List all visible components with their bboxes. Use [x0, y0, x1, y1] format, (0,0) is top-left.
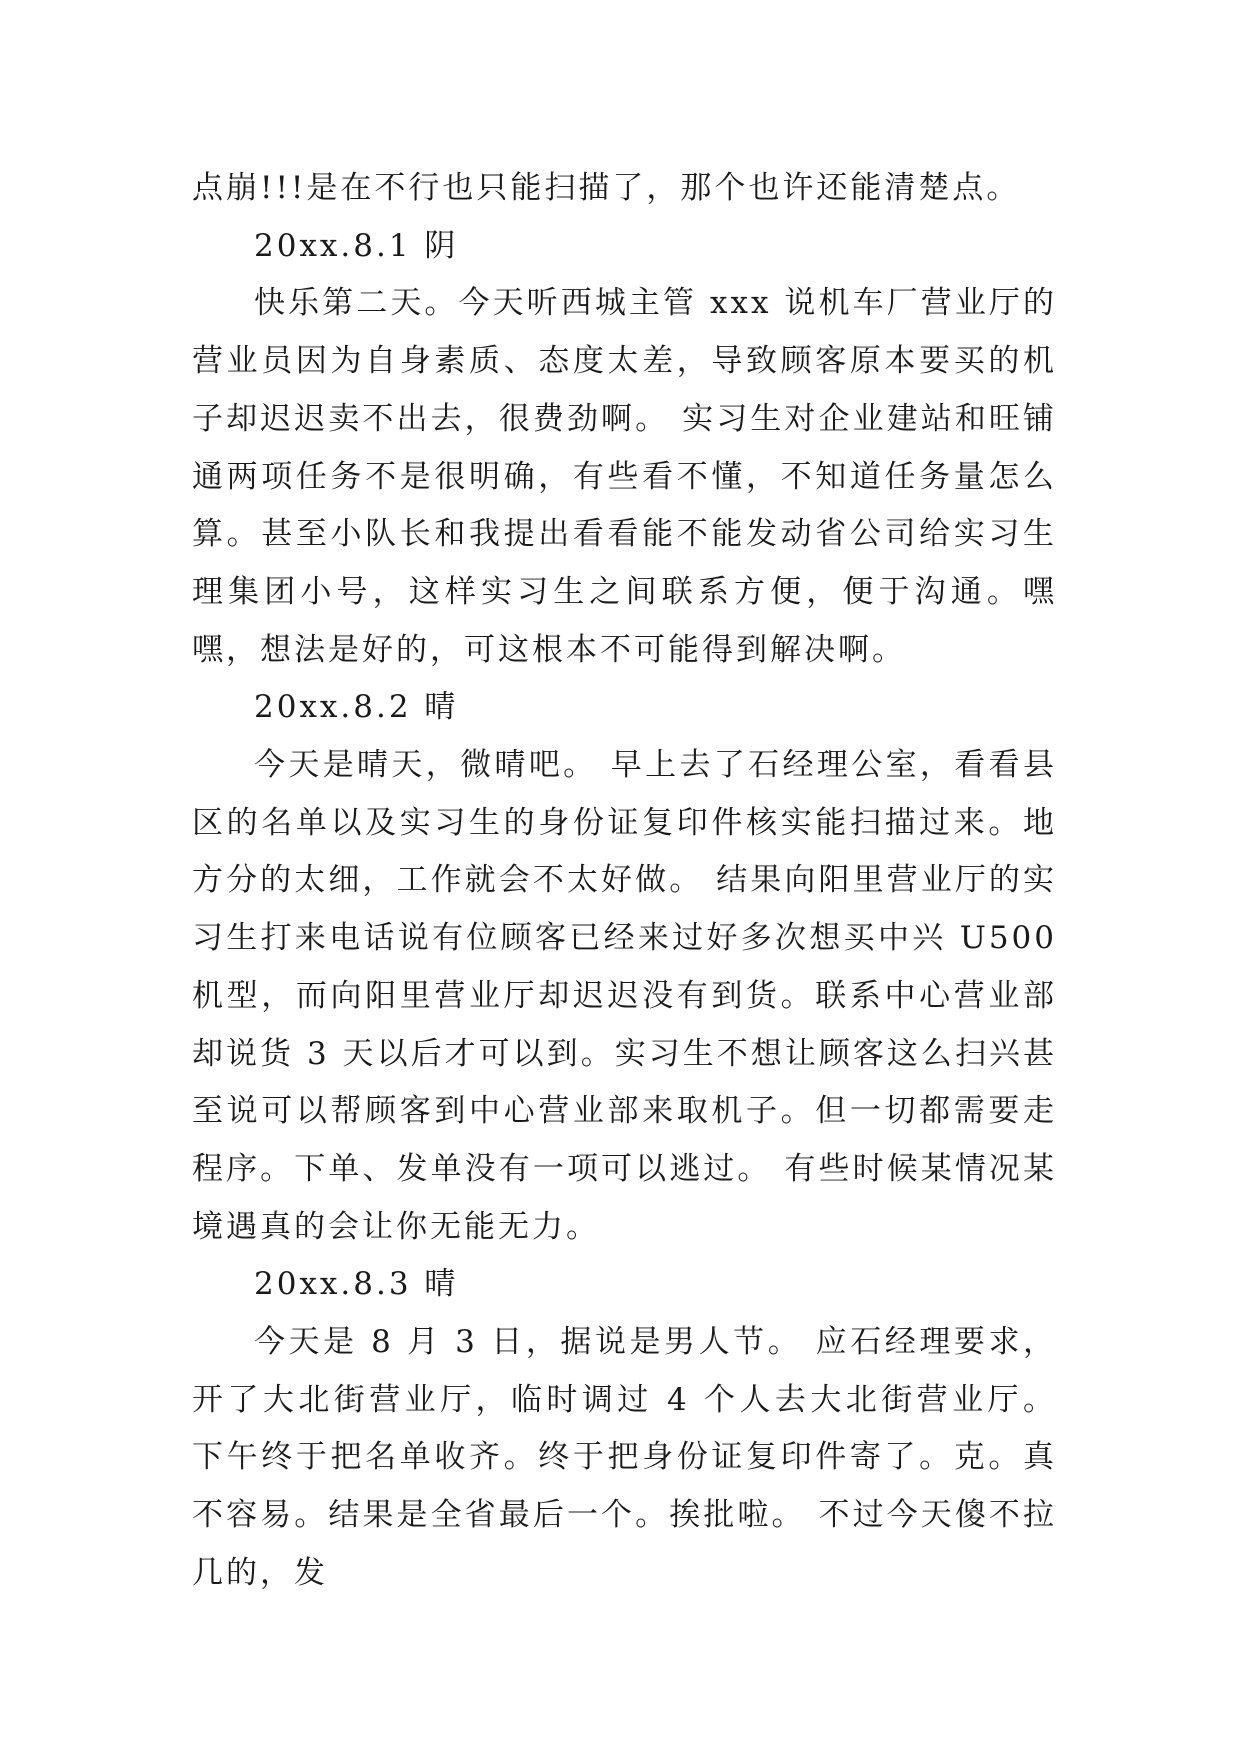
diary-entry: 今天是晴天，微晴吧。 早上去了石经理公室，看看县区的名单以及实习生的身份证复印件核实能扫描过来。地方分的太细，工作就会不太好做。 结果向阳里营业厅的实习生打来电话说有位顾客已经来过好多次想买中兴 U500 机型，而向阳里营业厅却迟迟没有到货。联系中心营业部却说货 3 天以后才可以到。实习生不想让顾客这么扫兴甚至说可以帮顾客到中心营业部来取机子。但一切都需要走程序。下单、发单没有一项可以逃过。 有些时候某情况某境遇真的会让你无能无力。	[192, 747, 1057, 1245]
diary-entry: 快乐第二天。今天听西城主管 xxx 说机车厂营业厅的营业员因为自身素质、态度太差，导致顾客原本要买的机子却迟迟卖不出去，很费劲啊。 实习生对企业建站和旺铺通两项任务不是很明确，有些看不懂，不知道任务量怎么算。甚至小队长和我提出看看能不能发动省公司给实习生理集团小号，这样实习生之间联系方便，便于沟通。嘿嘿，想法是好的，可这根本不可能得到解决啊。	[192, 285, 1057, 668]
diary-date-heading: 20xx.8.3 晴	[254, 1266, 459, 1303]
diary-entry: 今天是 8 月 3 日，据说是男人节。 应石经理要求，开了大北街营业厅，临时调过 4 个人去大北街营业厅。 下午终于把名单收齐。终于把身份证复印件寄了。克。真不容易。结果是全省最后一个。挨批啦。 不过今天傻不拉几的，发	[192, 1324, 1057, 1591]
document-page	[192, 160, 1057, 1603]
paragraph-continuation: 点崩!!!是在不行也只能扫描了，那个也许还能清楚点。	[192, 170, 1021, 206]
diary-date-heading: 20xx.8.2 晴	[254, 689, 459, 726]
diary-date-heading: 20xx.8.1 阴	[254, 227, 459, 264]
